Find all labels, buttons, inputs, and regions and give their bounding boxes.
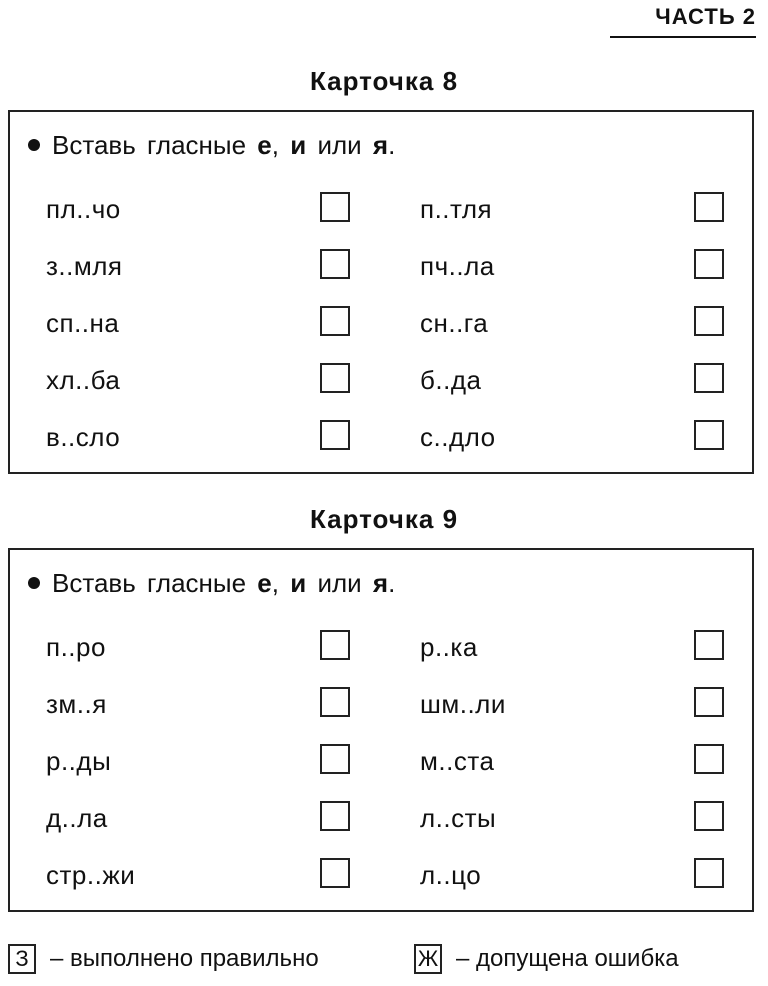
bullet-icon [28, 139, 40, 151]
error-text: – допущена ошибка [456, 945, 679, 972]
answer-checkbox[interactable] [694, 420, 724, 450]
legend [8, 942, 758, 976]
word-left: сп..на [46, 308, 120, 338]
answer-checkbox[interactable] [320, 249, 350, 279]
card-title-9: Карточка 9 [309, 504, 459, 534]
answer-checkbox[interactable] [694, 744, 724, 774]
answer-checkbox[interactable] [694, 687, 724, 717]
word-right: сн..га [420, 308, 489, 338]
answer-checkbox[interactable] [320, 420, 350, 450]
instruction-8: Вставь гласные е, и или я. [28, 130, 395, 161]
word-left: зм..я [46, 689, 107, 719]
answer-checkbox[interactable] [320, 858, 350, 888]
answer-checkbox[interactable] [694, 801, 724, 831]
word-right: п..тля [420, 194, 493, 224]
error-symbol: Ж [414, 944, 442, 974]
answer-checkbox[interactable] [694, 249, 724, 279]
correct-symbol: З [8, 944, 36, 974]
word-left: хл..ба [46, 365, 121, 395]
word-left: стр..жи [46, 860, 136, 890]
word-left: з..мля [46, 251, 123, 281]
answer-checkbox[interactable] [320, 801, 350, 831]
answer-checkbox[interactable] [694, 858, 724, 888]
card-8 [8, 110, 754, 474]
word-left: в..сло [46, 422, 121, 452]
word-right: с..дло [420, 422, 496, 452]
word-right: л..сты [420, 803, 497, 833]
answer-checkbox[interactable] [320, 744, 350, 774]
answer-checkbox[interactable] [320, 306, 350, 336]
bullet-icon [28, 577, 40, 589]
word-left: д..ла [46, 803, 108, 833]
card-title-8: Карточка 8 [309, 66, 459, 96]
word-right: шм..ли [420, 689, 506, 719]
answer-checkbox[interactable] [320, 687, 350, 717]
word-left: пл..чо [46, 194, 121, 224]
answer-checkbox[interactable] [320, 192, 350, 222]
answer-checkbox[interactable] [320, 630, 350, 660]
answer-checkbox[interactable] [694, 192, 724, 222]
word-right: б..да [420, 365, 482, 395]
correct-text: – выполнено правильно [50, 945, 319, 972]
word-right: л..цо [420, 860, 482, 890]
part-header: ЧАСТЬ 2 [610, 4, 756, 38]
instruction-9: Вставь гласные е, и или я. [28, 568, 395, 599]
word-left: р..ды [46, 746, 112, 776]
card-9 [8, 548, 754, 912]
answer-checkbox[interactable] [694, 306, 724, 336]
answer-checkbox[interactable] [694, 630, 724, 660]
word-right: пч..ла [420, 251, 495, 281]
word-left: п..ро [46, 632, 106, 662]
word-right: р..ка [420, 632, 478, 662]
word-right: м..ста [420, 746, 495, 776]
answer-checkbox[interactable] [320, 363, 350, 393]
answer-checkbox[interactable] [694, 363, 724, 393]
